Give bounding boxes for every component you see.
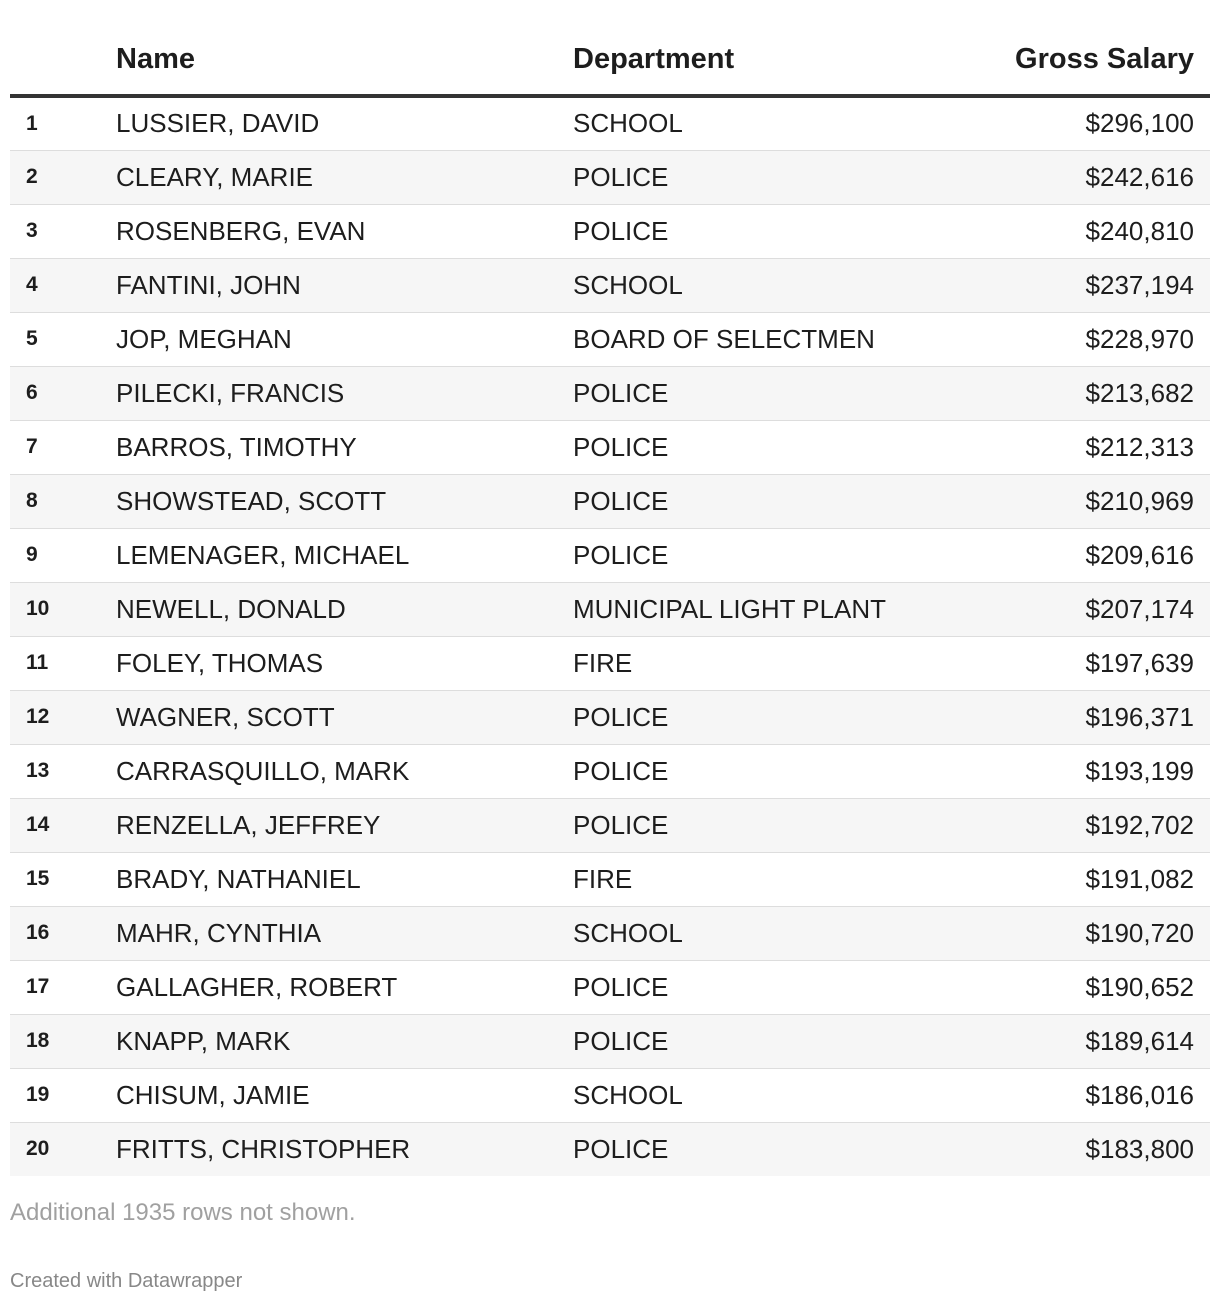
rank-cell: 12 — [10, 690, 116, 744]
rank-cell: 6 — [10, 366, 116, 420]
name-cell: CARRASQUILLO, MARK — [116, 744, 573, 798]
rank-cell: 3 — [10, 204, 116, 258]
department-cell: POLICE — [573, 420, 973, 474]
table-row — [10, 204, 1210, 258]
name-cell: BARROS, TIMOTHY — [116, 420, 573, 474]
name-cell: RENZELLA, JEFFREY — [116, 798, 573, 852]
salary-cell: $191,082 — [973, 852, 1210, 906]
name-cell: PILECKI, FRANCIS — [116, 366, 573, 420]
salary-table-container — [10, 0, 1210, 1176]
rank-cell: 17 — [10, 960, 116, 1014]
department-cell: FIRE — [573, 852, 973, 906]
department-cell: POLICE — [573, 798, 973, 852]
rank-cell: 4 — [10, 258, 116, 312]
name-cell: SHOWSTEAD, SCOTT — [116, 474, 573, 528]
rank-column-header[interactable] — [10, 0, 116, 96]
department-cell: POLICE — [573, 204, 973, 258]
table-row — [10, 1068, 1210, 1122]
salary-cell: $228,970 — [973, 312, 1210, 366]
salary-cell: $190,652 — [973, 960, 1210, 1014]
department-cell: SCHOOL — [573, 906, 973, 960]
table-row — [10, 744, 1210, 798]
rank-cell: 14 — [10, 798, 116, 852]
salary-cell: $192,702 — [973, 798, 1210, 852]
name-column-header[interactable]: Name — [116, 0, 573, 96]
department-cell: POLICE — [573, 960, 973, 1014]
salary-cell: $183,800 — [973, 1122, 1210, 1176]
name-cell: CLEARY, MARIE — [116, 150, 573, 204]
salary-cell: $207,174 — [973, 582, 1210, 636]
department-cell: POLICE — [573, 1014, 973, 1068]
table-row — [10, 906, 1210, 960]
table-row — [10, 528, 1210, 582]
department-cell: FIRE — [573, 636, 973, 690]
table-row — [10, 312, 1210, 366]
table-row — [10, 366, 1210, 420]
department-cell: SCHOOL — [573, 96, 973, 150]
salary-cell: $193,199 — [973, 744, 1210, 798]
rank-cell: 18 — [10, 1014, 116, 1068]
department-cell: MUNICIPAL LIGHT PLANT — [573, 582, 973, 636]
rank-cell: 15 — [10, 852, 116, 906]
rank-cell: 11 — [10, 636, 116, 690]
rank-cell: 9 — [10, 528, 116, 582]
department-cell: POLICE — [573, 150, 973, 204]
department-cell: SCHOOL — [573, 258, 973, 312]
table-row — [10, 798, 1210, 852]
rank-cell: 16 — [10, 906, 116, 960]
name-cell: GALLAGHER, ROBERT — [116, 960, 573, 1014]
rank-cell: 19 — [10, 1068, 116, 1122]
salary-cell: $237,194 — [973, 258, 1210, 312]
table-body — [10, 96, 1210, 1176]
table-notes: Additional 1935 rows not shown. — [10, 1199, 356, 1226]
salary-cell: $189,614 — [973, 1014, 1210, 1068]
name-cell: NEWELL, DONALD — [116, 582, 573, 636]
salary-cell: $209,616 — [973, 528, 1210, 582]
salary-cell: $210,969 — [973, 474, 1210, 528]
name-cell: FANTINI, JOHN — [116, 258, 573, 312]
salary-cell: $212,313 — [973, 420, 1210, 474]
rank-cell: 8 — [10, 474, 116, 528]
department-cell: POLICE — [573, 690, 973, 744]
department-cell: POLICE — [573, 474, 973, 528]
table-row — [10, 690, 1210, 744]
name-cell: JOP, MEGHAN — [116, 312, 573, 366]
rank-cell: 20 — [10, 1122, 116, 1176]
name-cell: MAHR, CYNTHIA — [116, 906, 573, 960]
salary-cell: $197,639 — [973, 636, 1210, 690]
salary-cell: $186,016 — [973, 1068, 1210, 1122]
name-cell: LUSSIER, DAVID — [116, 96, 573, 150]
salary-cell: $242,616 — [973, 150, 1210, 204]
name-cell: FRITTS, CHRISTOPHER — [116, 1122, 573, 1176]
table-row — [10, 1014, 1210, 1068]
name-cell: FOLEY, THOMAS — [116, 636, 573, 690]
salary-cell: $240,810 — [973, 204, 1210, 258]
salary-cell: $296,100 — [973, 96, 1210, 150]
table-row — [10, 150, 1210, 204]
header-row — [10, 0, 1210, 96]
rank-cell: 13 — [10, 744, 116, 798]
salary-cell: $196,371 — [973, 690, 1210, 744]
name-cell: KNAPP, MARK — [116, 1014, 573, 1068]
department-cell: SCHOOL — [573, 1068, 973, 1122]
name-cell: CHISUM, JAMIE — [116, 1068, 573, 1122]
table-row — [10, 960, 1210, 1014]
table-row — [10, 852, 1210, 906]
rank-cell: 7 — [10, 420, 116, 474]
department-cell: POLICE — [573, 366, 973, 420]
gross-salary-column-header[interactable]: Gross Salary — [973, 0, 1210, 96]
rank-cell: 5 — [10, 312, 116, 366]
salary-table — [10, 0, 1210, 1176]
department-cell: POLICE — [573, 528, 973, 582]
table-row — [10, 96, 1210, 150]
salary-cell: $190,720 — [973, 906, 1210, 960]
department-column-header[interactable]: Department — [573, 0, 973, 96]
datawrapper-credit[interactable]: Created with Datawrapper — [10, 1270, 243, 1292]
table-row — [10, 1122, 1210, 1176]
table-row — [10, 258, 1210, 312]
name-cell: WAGNER, SCOTT — [116, 690, 573, 744]
table-row — [10, 636, 1210, 690]
rank-cell: 10 — [10, 582, 116, 636]
table-row — [10, 474, 1210, 528]
salary-cell: $213,682 — [973, 366, 1210, 420]
department-cell: POLICE — [573, 744, 973, 798]
department-cell: POLICE — [573, 1122, 973, 1176]
table-row — [10, 420, 1210, 474]
rank-cell: 1 — [10, 96, 116, 150]
table-header — [10, 0, 1210, 96]
department-cell: BOARD OF SELECTMEN — [573, 312, 973, 366]
name-cell: ROSENBERG, EVAN — [116, 204, 573, 258]
table-row — [10, 582, 1210, 636]
name-cell: LEMENAGER, MICHAEL — [116, 528, 573, 582]
rank-cell: 2 — [10, 150, 116, 204]
name-cell: BRADY, NATHANIEL — [116, 852, 573, 906]
